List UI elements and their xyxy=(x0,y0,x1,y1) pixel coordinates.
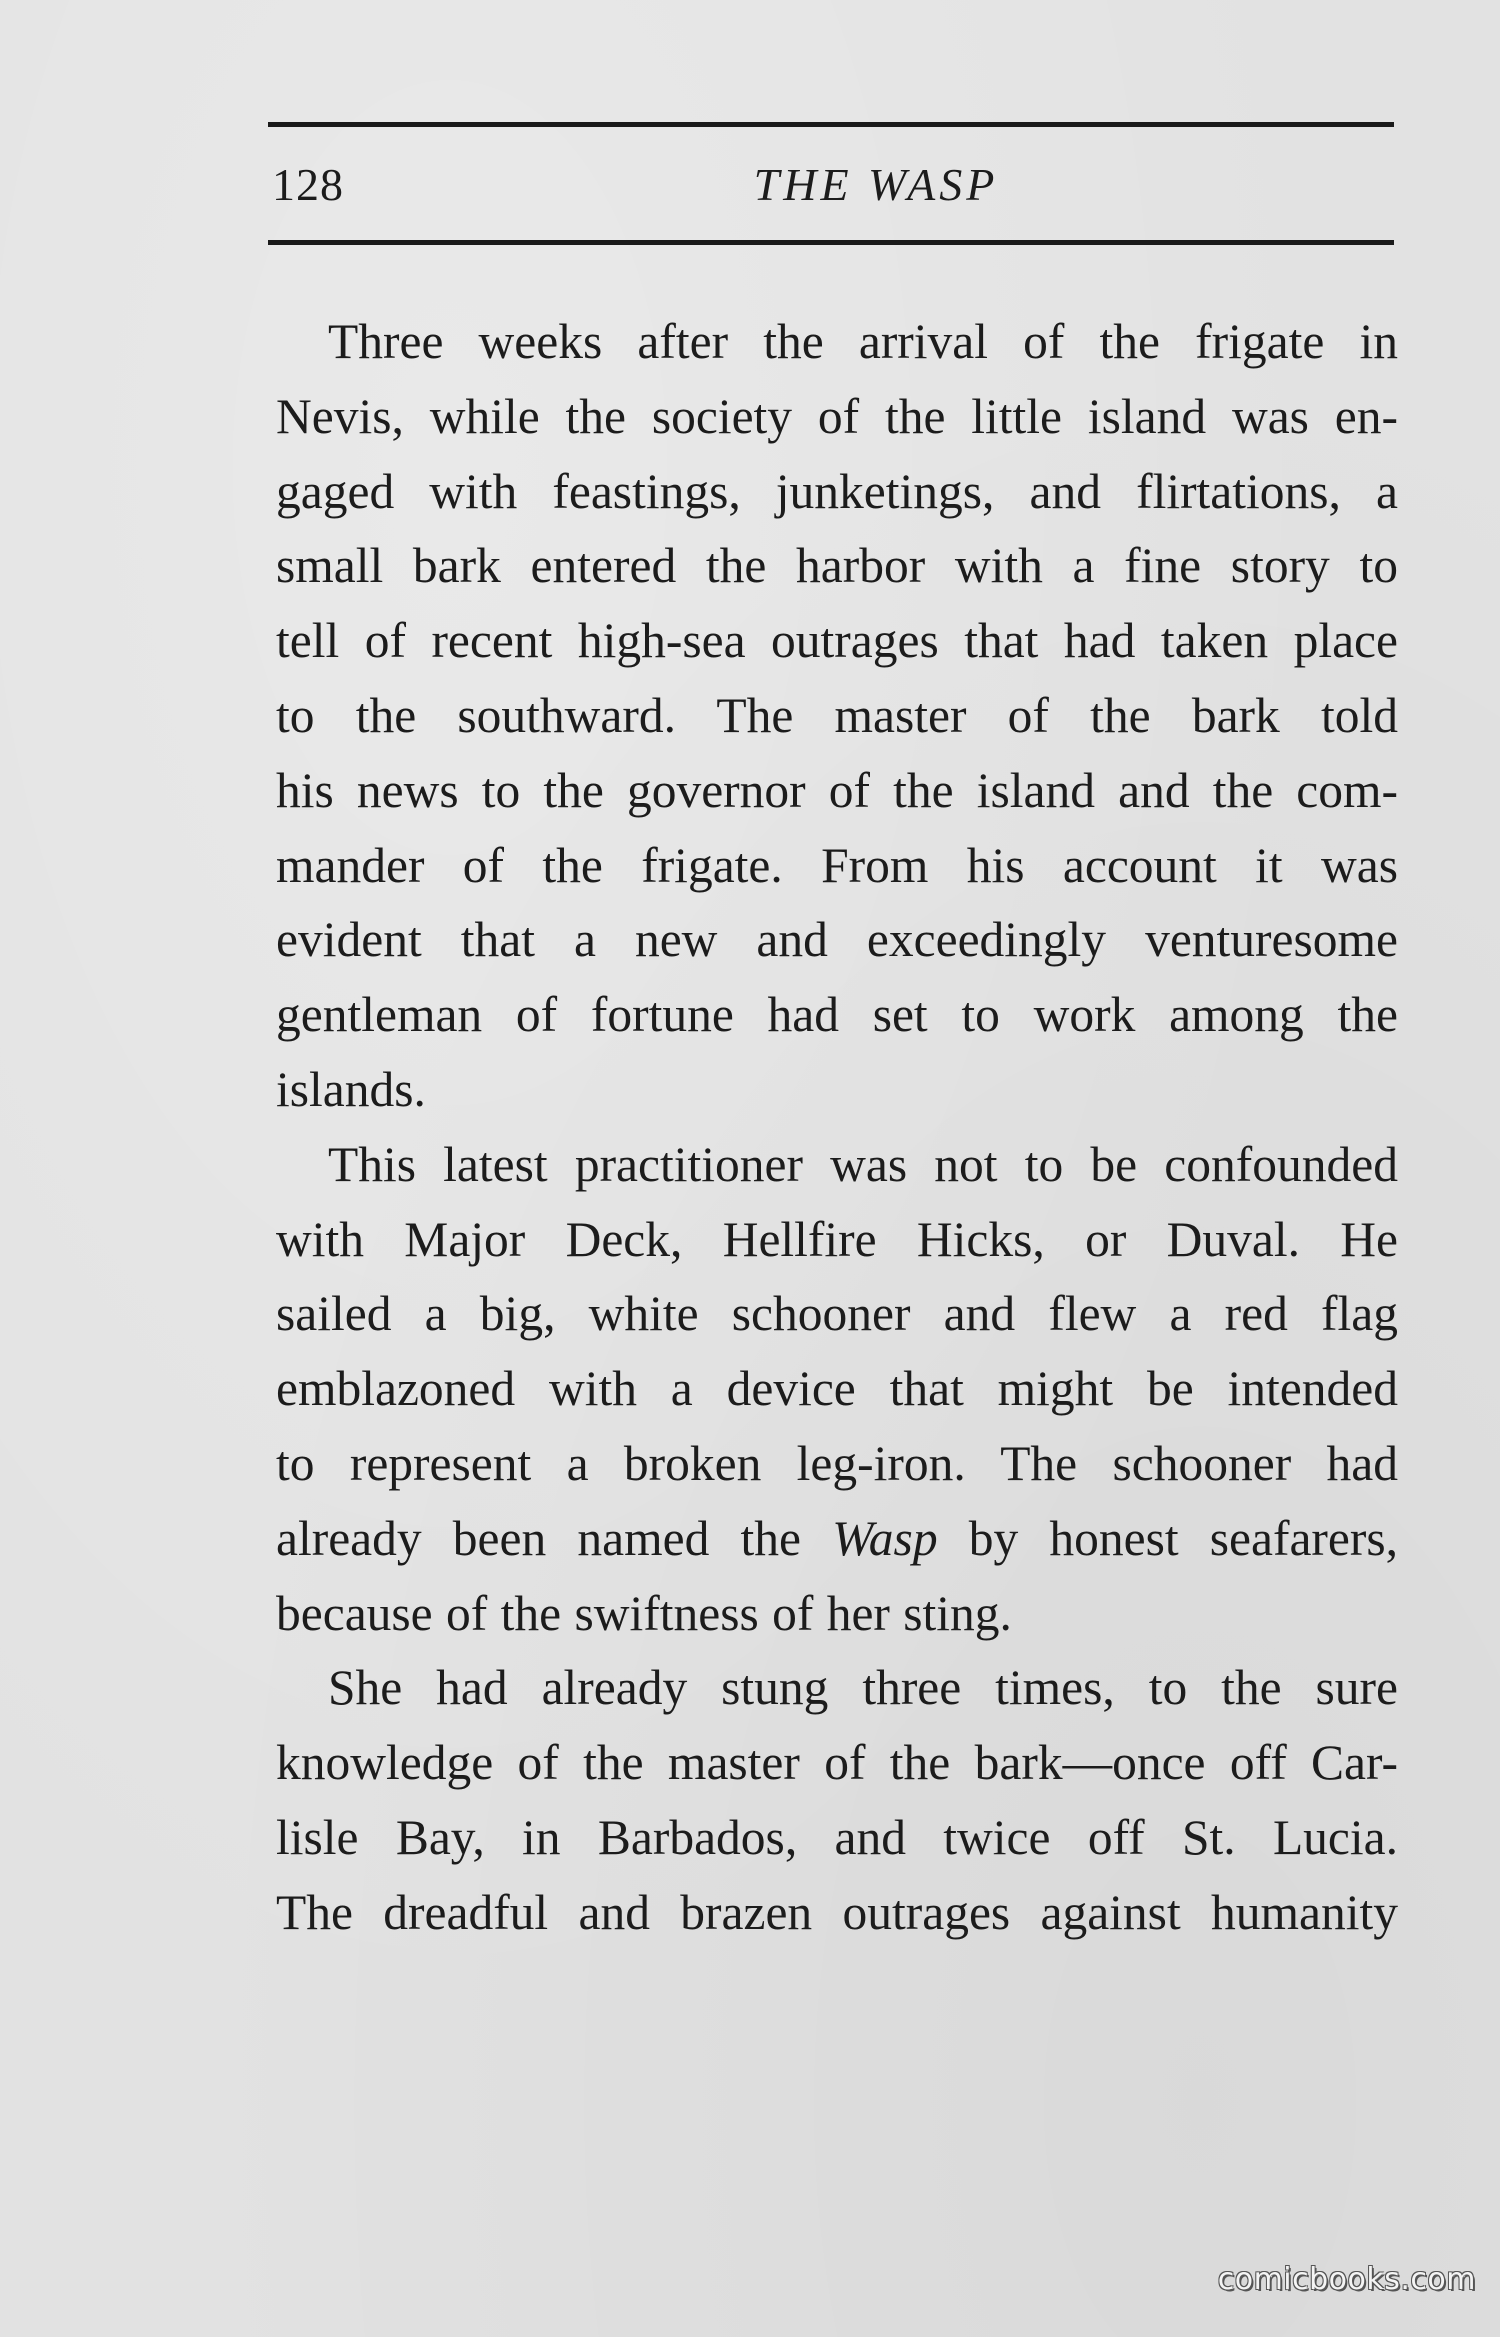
text-segment: by honest seafarers, xyxy=(937,1510,1398,1566)
text-line: sailed a big, white schooner and flew a red flag xyxy=(276,1286,1398,1342)
text-line: emblazoned with a device that might be intended xyxy=(276,1361,1398,1417)
text-line: This latest practitioner was not to be confounded xyxy=(328,1136,1398,1192)
watermark: comicbooks.com xyxy=(1217,2262,1476,2297)
text-line: gentleman of fortune had set to work among the xyxy=(276,987,1398,1043)
paragraph-3 xyxy=(276,1651,1398,1950)
text-line: gaged with feastings, junketings, and flirtations, a xyxy=(276,463,1398,519)
text-line: Three weeks after the arrival of the frigate in xyxy=(328,314,1398,369)
text-line: knowledge of the master of the bark—once off Car- xyxy=(276,1735,1398,1791)
text-line: The dreadful and brazen outrages against humanity xyxy=(276,1884,1398,1940)
page-header xyxy=(268,150,1394,230)
text-line: because of the swiftness of her sting. xyxy=(276,1585,1012,1641)
paragraph-2 xyxy=(276,1128,1398,1652)
text-line: Nevis, while the society of the little island was en- xyxy=(276,388,1398,444)
header-rule-bottom xyxy=(268,240,1394,245)
text-line: lisle Bay, in Barbados, and twice off St. Lucia. xyxy=(276,1809,1398,1865)
paragraph-1 xyxy=(276,305,1398,1128)
text-line: his news to the governor of the island and the com- xyxy=(276,762,1398,818)
header-rule-top xyxy=(268,122,1394,127)
running-head: THE WASP xyxy=(753,159,999,210)
text-line: to represent a broken leg-iron. The schooner had xyxy=(276,1435,1398,1491)
text-line-wasp xyxy=(276,1502,1398,1577)
text-line: with Major Deck, Hellfire Hicks, or Duval. He xyxy=(276,1211,1398,1267)
ship-name-wasp: Wasp xyxy=(832,1510,938,1566)
text-line: small bark entered the harbor with a fine story to xyxy=(276,538,1398,594)
text-line: to the southward. The master of the bark told xyxy=(276,687,1398,743)
text-line: mander of the frigate. From his account it was xyxy=(276,837,1398,893)
page-number: 128 xyxy=(272,159,344,210)
text-segment: already been named the xyxy=(276,1510,833,1566)
text-line: She had already stung three times, to the sure xyxy=(328,1660,1398,1716)
body-text xyxy=(276,305,1398,1951)
text-line: evident that a new and exceedingly venturesome xyxy=(276,912,1398,968)
text-line: tell of recent high-sea outrages that had taken place xyxy=(276,613,1398,669)
text-line: islands. xyxy=(276,1061,426,1117)
